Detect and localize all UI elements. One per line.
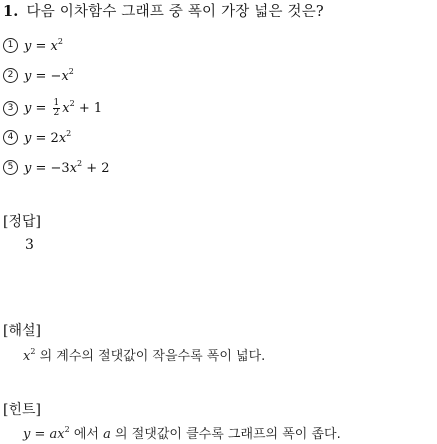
choice-1-marker: 1: [3, 38, 18, 53]
choice-2-marker: 2: [3, 68, 18, 83]
choice-3-marker: 3: [3, 101, 18, 116]
hint-text: $y = ax^2$ 에서 a 의 절댓값이 클수록 그래프의 폭이 좁다.: [23, 425, 341, 442]
question-text: 다음 이차함수 그래프 중 폭이 가장 넓은 것은?: [26, 4, 324, 20]
solution-label: [해설]: [3, 323, 41, 339]
answer-label: [정답]: [3, 214, 41, 230]
choice-2[interactable]: [3, 65, 74, 85]
choice-4-marker: 4: [3, 130, 18, 145]
solution-text: $x^2$ 의 계수의 절댓값이 작을수록 폭이 넓다.: [23, 347, 266, 364]
question-number: 1.: [3, 3, 19, 20]
choice-1-formula: $y = x^2$: [24, 36, 63, 54]
choice-4-formula: $y = 2x^2$: [24, 128, 72, 146]
choice-4[interactable]: [3, 127, 71, 147]
choice-3-fraction: $\frac{1}{2}$: [53, 97, 60, 118]
choice-5-marker: 5: [3, 160, 18, 175]
answer-value: 3: [25, 237, 34, 253]
choice-3[interactable]: [3, 98, 102, 118]
choice-2-formula: $y = -x^2$: [24, 66, 74, 84]
choice-5-formula: $y = -3x^2 + 2$: [24, 158, 110, 176]
choice-3-formula: y = $\frac{1}{2}$ $x^2 + 1$: [24, 97, 103, 118]
question-line: [3, 0, 324, 21]
choice-1[interactable]: [3, 35, 63, 55]
hint-label: [힌트]: [3, 402, 41, 418]
choice-5[interactable]: [3, 157, 110, 177]
